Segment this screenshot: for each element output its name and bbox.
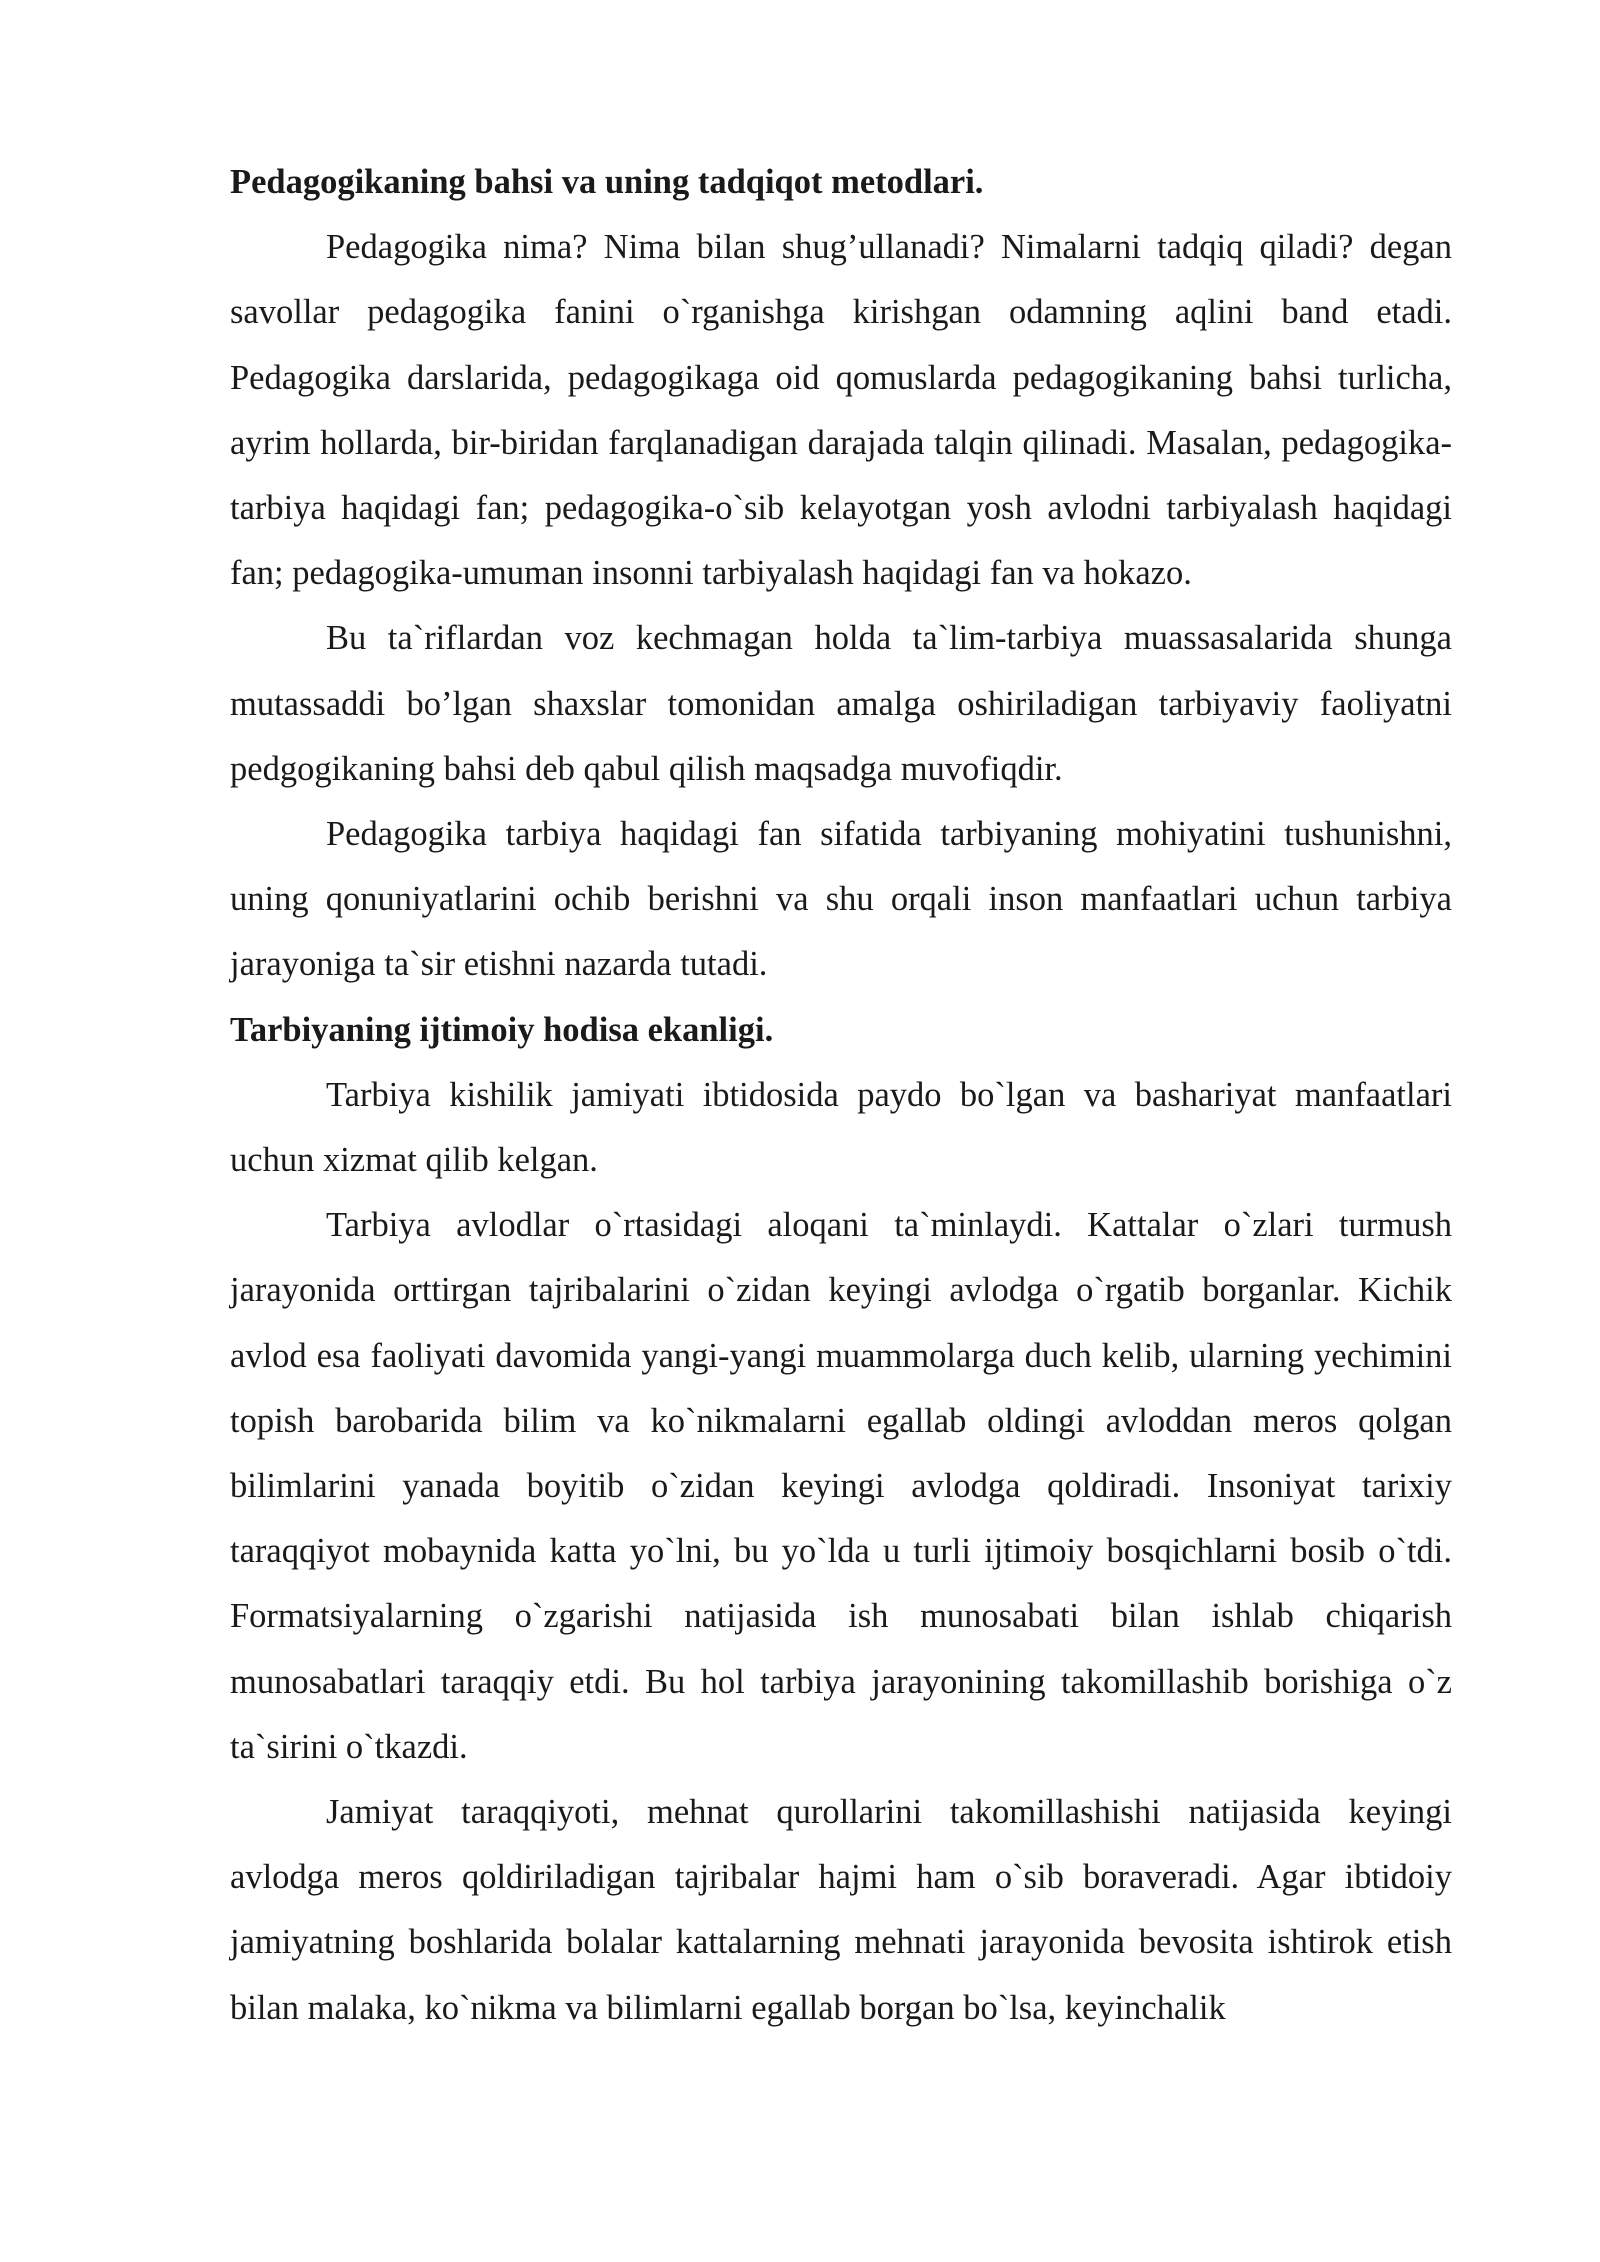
document-page	[230, 150, 1452, 2041]
paragraph-jamiyat-taraqqiyoti: Jamiyat taraqqiyoti, mehnat qurollarini takomillashishi natijasida keyingi avlodga meros qoldiriladigan tajribalar hajmi ham o`sib boraveradi. Agar ibtidoiy jamiyatning boshlarida bolalar kattalarning mehnati jarayonida bevosita ishtirok etish bilan malaka, ko`nikma va bilimlarni egallab borgan bo`lsa, keyinchalik	[230, 1793, 1452, 2027]
paragraph-tarbiya-haqidagi-fan: Pedagogika tarbiya haqidagi fan sifatida tarbiyaning mohiyatini tushunishni, uning qonuniyatlarini ochib berishni va shu orqali inson manfaatlari uchun tarbiya jarayoniga ta`sir etishni nazarda tutadi.	[230, 815, 1452, 984]
paragraph-avlodlar-aloqasi: Tarbiya avlodlar o`rtasidagi aloqani ta`minlaydi. Kattalar o`zlari turmush jarayonida orttirgan tajribalarini o`zidan keyingi avlodga o`rgatib borganlar. Kichik avlod esa faoliyati davomida yangi-yangi muammolarga duch kelib, ularning yechimini topish barobarida bilim va ko`nikmalarni egallab oldingi avloddan meros qolgan bilimlarini yanada boyitib o`zidan keyingi avlodga qoldiradi. Insoniyat tarixiy taraqqiyot mobaynida katta yo`lni, bu yo`lda u turli ijtimoiy bosqichlarni bosib o`tdi. Formatsiyalarning o`zgarishi natijasida ish munosabati bilan ishlab chiqarish munosabatlari taraqqiy etdi. Bu hol tarbiya jarayonining takomillashib borishiga o`z ta`sirini o`tkazdi.	[230, 1206, 1452, 1766]
section-heading-tarbiya-ijtimoiy: Tarbiyaning ijtimoiy hodisa ekanligi.	[230, 1010, 774, 1049]
paragraph-tarbiya-ibtidosi: Tarbiya kishilik jamiyati ibtidosida paydo bo`lgan va bashariyat manfaatlari uchun xizmat qilib kelgan.	[230, 1075, 1452, 1180]
paragraph-tariflardan: Bu ta`riflardan voz kechmagan holda ta`lim-tarbiya muassasalarida shunga mutassaddi bo’lgan shaxslar tomonidan amalga oshiriladigan tarbiyaviy faoliyatni pedgogikaning bahsi deb qabul qilish maqsadga muvofiqdir.	[230, 619, 1452, 788]
paragraph-pedagogika-nima: Pedagogika nima? Nima bilan shug’ullanadi? Nimalarni tadqiq qiladi? degan savollar pedagogika fanini o`rganishga kirishgan odamning aqlini band etadi. Pedagogika darslarida, pedagogikaga oid qomuslarda pedagogikaning bahsi turlicha, ayrim hollarda, bir-biridan farqlanadigan darajada talqin qilinadi. Masalan, pedagogika-tarbiya haqidagi fan; pedagogika-o`sib kelayotgan yosh avlodni tarbiyalash haqidagi fan; pedagogika-umuman insonni tarbiyalash haqidagi fan va hokazo.	[230, 228, 1452, 593]
section-heading-pedagogika-bahsi: Pedagogikaning bahsi va uning tadqiqot metodlari.	[230, 163, 984, 201]
